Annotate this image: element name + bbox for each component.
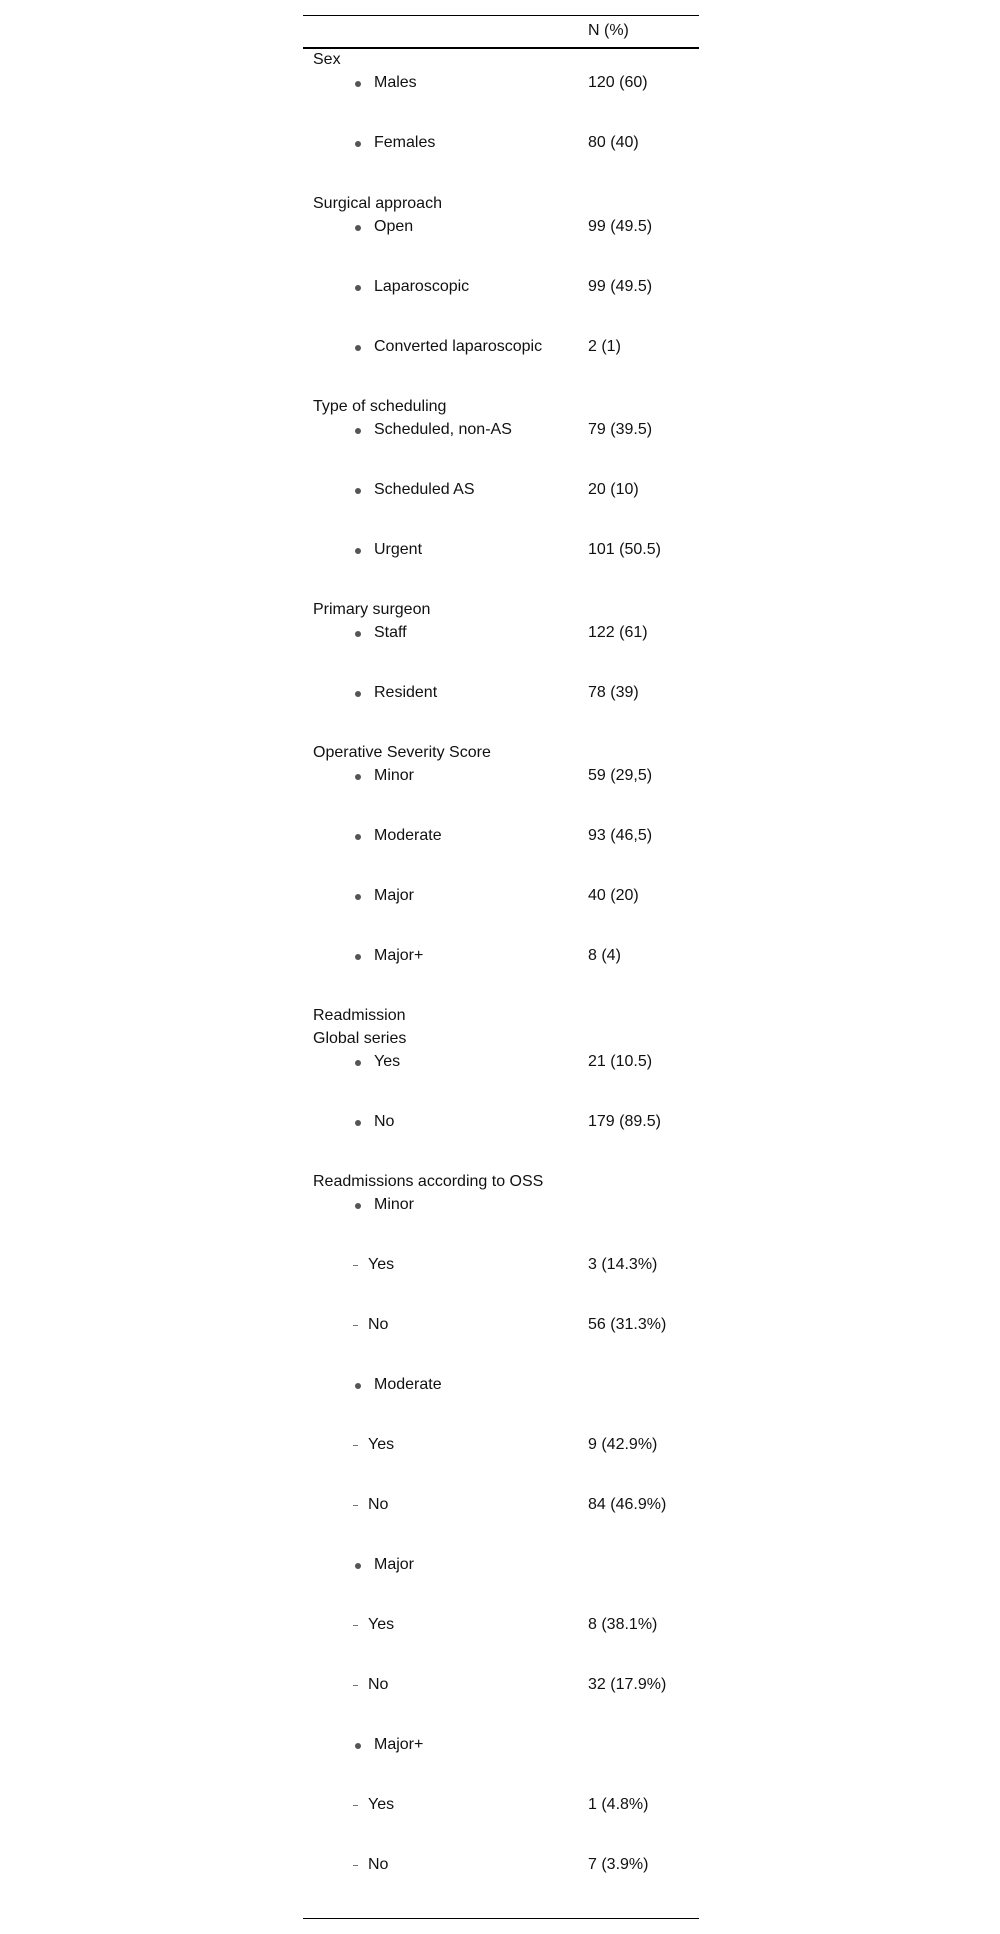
table-row <box>303 1554 699 1576</box>
bullet-dot-icon <box>355 1060 361 1066</box>
row-label: Surgical approach <box>313 195 442 212</box>
row-label: Readmission <box>313 1007 406 1024</box>
row-value: 7 (3.9%) <box>588 1856 649 1873</box>
row-value: 120 (60) <box>588 74 648 91</box>
section-heading-row <box>303 1028 699 1050</box>
bullet-dot-icon <box>355 954 361 960</box>
table-row <box>303 1194 699 1216</box>
table-row <box>303 1254 699 1276</box>
section-heading-row <box>303 742 699 764</box>
table-row <box>303 216 699 238</box>
bullet-dot-icon <box>355 1563 361 1569</box>
dash-marker-icon <box>353 1865 358 1866</box>
table-row <box>303 72 699 94</box>
table-row <box>303 765 699 787</box>
row-label: Readmissions according to OSS <box>313 1173 544 1190</box>
dash-marker-icon <box>353 1265 358 1266</box>
row-label: Minor <box>374 767 415 784</box>
row-label: Yes <box>374 1053 401 1070</box>
row-label: Yes <box>368 1256 395 1273</box>
table-row <box>303 682 699 704</box>
dash-marker-icon <box>353 1805 358 1806</box>
row-value: 21 (10.5) <box>588 1053 653 1070</box>
row-value: 8 (38.1%) <box>588 1616 658 1633</box>
section-heading-row <box>303 396 699 418</box>
bullet-dot-icon <box>355 1383 361 1389</box>
row-value: 20 (10) <box>588 481 639 498</box>
bullet-dot-icon <box>355 141 361 147</box>
table-row <box>303 1314 699 1336</box>
row-label: Sex <box>313 51 341 68</box>
section-heading-row <box>303 1171 699 1193</box>
row-label: Moderate <box>374 827 442 844</box>
bullet-dot-icon <box>355 1743 361 1749</box>
bullet-dot-icon <box>355 834 361 840</box>
table-row <box>303 419 699 441</box>
row-label: Females <box>374 134 436 151</box>
row-label: No <box>374 1113 395 1130</box>
table-row <box>303 945 699 967</box>
table-row <box>303 1111 699 1133</box>
table-row <box>303 1674 699 1696</box>
bullet-dot-icon <box>355 1203 361 1209</box>
row-label: Resident <box>374 684 438 701</box>
row-label: Major <box>374 887 415 904</box>
table-row <box>303 1734 699 1756</box>
row-value: 9 (42.9%) <box>588 1436 658 1453</box>
row-value: 3 (14.3%) <box>588 1256 658 1273</box>
table-row <box>303 1854 699 1876</box>
bullet-dot-icon <box>355 285 361 291</box>
row-label: Minor <box>374 1196 415 1213</box>
section-heading-row <box>303 599 699 621</box>
bullet-dot-icon <box>355 428 361 434</box>
row-label: Moderate <box>374 1376 442 1393</box>
row-value: 99 (49.5) <box>588 278 653 295</box>
row-value: 101 (50.5) <box>588 541 661 558</box>
table-row <box>303 1794 699 1816</box>
row-label: Staff <box>374 624 407 641</box>
row-value: 78 (39) <box>588 684 639 701</box>
row-value: 1 (4.8%) <box>588 1796 649 1813</box>
row-label: Scheduled AS <box>374 481 475 498</box>
section-heading-row <box>303 193 699 215</box>
table-row <box>303 336 699 358</box>
row-label: Type of scheduling <box>313 398 447 415</box>
table-row <box>303 479 699 501</box>
row-value: 99 (49.5) <box>588 218 653 235</box>
row-label: Yes <box>368 1796 395 1813</box>
table-row <box>303 1051 699 1073</box>
table-row <box>303 276 699 298</box>
section-heading-row <box>303 1005 699 1027</box>
section-heading-row <box>303 49 699 71</box>
row-value: 32 (17.9%) <box>588 1676 667 1693</box>
bullet-dot-icon <box>355 225 361 231</box>
row-value: 93 (46,5) <box>588 827 653 844</box>
table-top-rule <box>303 15 699 16</box>
dash-marker-icon <box>353 1505 358 1506</box>
row-label: No <box>368 1676 389 1693</box>
row-label: Major+ <box>374 947 424 964</box>
dash-marker-icon <box>353 1685 358 1686</box>
row-label: Converted laparoscopic <box>374 338 543 355</box>
data-table <box>303 15 699 1919</box>
column-header-n-percent: N (%) <box>588 22 629 39</box>
row-value: 2 (1) <box>588 338 621 355</box>
row-label: Open <box>374 218 414 235</box>
bullet-dot-icon <box>355 691 361 697</box>
row-label: Yes <box>368 1436 395 1453</box>
row-value: 8 (4) <box>588 947 621 964</box>
table-bottom-rule <box>303 1918 699 1919</box>
table-row <box>303 1614 699 1636</box>
row-value: 122 (61) <box>588 624 648 641</box>
row-value: 84 (46.9%) <box>588 1496 667 1513</box>
row-label: Primary surgeon <box>313 601 431 618</box>
row-label: No <box>368 1316 389 1333</box>
row-label: Major <box>374 1556 415 1573</box>
table-row <box>303 622 699 644</box>
bullet-dot-icon <box>355 488 361 494</box>
bullet-dot-icon <box>355 631 361 637</box>
table-row <box>303 539 699 561</box>
row-label: Operative Severity Score <box>313 744 491 761</box>
dash-marker-icon <box>353 1325 358 1326</box>
table-row <box>303 1494 699 1516</box>
row-value: 80 (40) <box>588 134 639 151</box>
row-value: 79 (39.5) <box>588 421 653 438</box>
row-label: Males <box>374 74 417 91</box>
table-row <box>303 825 699 847</box>
table-row <box>303 1434 699 1456</box>
dash-marker-icon <box>353 1625 358 1626</box>
row-label: Yes <box>368 1616 395 1633</box>
row-label: Laparoscopic <box>374 278 470 295</box>
row-label: Global series <box>313 1030 407 1047</box>
row-label: No <box>368 1856 389 1873</box>
table-row <box>303 132 699 154</box>
row-label: Major+ <box>374 1736 424 1753</box>
row-label: Urgent <box>374 541 423 558</box>
bullet-dot-icon <box>355 345 361 351</box>
table-row <box>303 1374 699 1396</box>
dash-marker-icon <box>353 1445 358 1446</box>
row-value: 56 (31.3%) <box>588 1316 667 1333</box>
bullet-dot-icon <box>355 81 361 87</box>
bullet-dot-icon <box>355 774 361 780</box>
bullet-dot-icon <box>355 548 361 554</box>
table-row <box>303 885 699 907</box>
row-label: No <box>368 1496 389 1513</box>
row-label: Scheduled, non-AS <box>374 421 512 438</box>
row-value: 59 (29,5) <box>588 767 653 784</box>
bullet-dot-icon <box>355 1120 361 1126</box>
row-value: 40 (20) <box>588 887 639 904</box>
row-value: 179 (89.5) <box>588 1113 661 1130</box>
bullet-dot-icon <box>355 894 361 900</box>
